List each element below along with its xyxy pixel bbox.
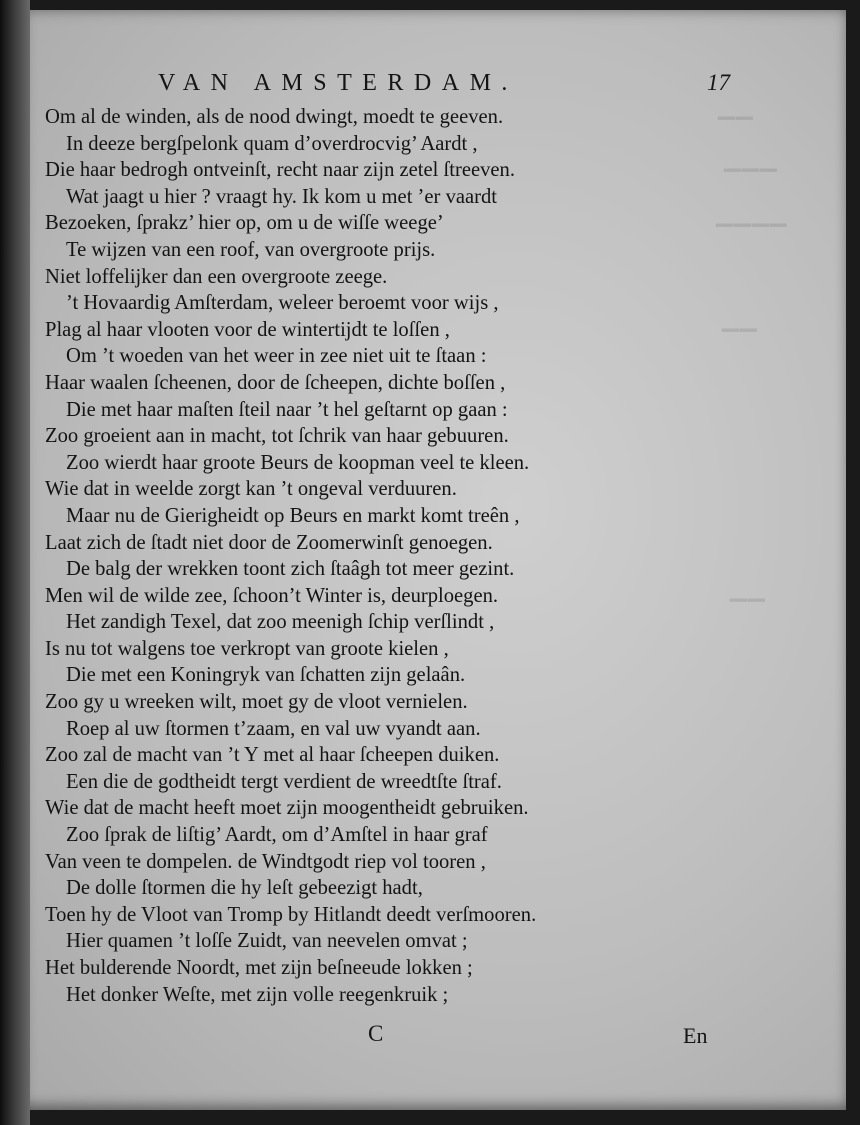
show-through-mark: ▔▔▔ bbox=[724, 170, 778, 195]
page-number: 17 bbox=[707, 70, 730, 95]
verse-line: Te wijzen van een roof, van overgroote prijs. bbox=[66, 238, 436, 261]
verse-line: Maar nu de Gierigheidt op Beurs en markt komt treên , bbox=[66, 504, 520, 527]
verse-line: Bezoeken, ſprakz’ hier op, om u de wiſſe weege’ bbox=[45, 212, 444, 235]
verse-line: De dolle ſtormen die hy leſt gebeezigt hadt, bbox=[66, 877, 423, 900]
verse-line: Roep al uw ſtormen t’zaam, en val uw vyandt aan. bbox=[66, 717, 481, 740]
verse-line: ’t Hovaardig Amſterdam, weleer beroemt voor wijs , bbox=[66, 292, 499, 315]
verse-line: Zoo groeient aan in macht, tot ſchrik van haar gebuuren. bbox=[45, 425, 509, 448]
verse-line: Toen hy de Vloot van Tromp by Hitlandt deedt verſmooren. bbox=[45, 903, 537, 926]
verse-line: Om al de winden, als de nood dwingt, moedt te geeven. bbox=[45, 106, 504, 128]
verse-line: Een die de godtheidt tergt verdient de wreedtſte ſtraf. bbox=[66, 770, 502, 793]
verse-line: Hier quamen ’t loſſe Zuidt, van neevelen omvat ; bbox=[66, 930, 468, 953]
show-through-mark: ▔▔ bbox=[730, 600, 766, 625]
verse-line: Om ’t woeden van het weer in zee niet uit te ſtaan : bbox=[66, 345, 487, 368]
verse-line: Van veen te dompelen. de Windtgodt riep vol tooren , bbox=[45, 850, 486, 873]
show-through-mark: ▔▔ bbox=[718, 118, 754, 143]
verse-line: Zoo ſprak de liſtig’ Aardt, om d’Amſtel in haar graf bbox=[66, 824, 488, 847]
verse-line: In deeze bergſpelonk quam d’overdrocvig’ Aardt , bbox=[66, 132, 478, 155]
verse-line: De balg der wrekken toont zich ſtaâgh tot meer gezint. bbox=[66, 558, 515, 581]
catchword: En bbox=[683, 1023, 708, 1048]
verse-line: Niet loffelijker dan een overgroote zeege. bbox=[45, 265, 388, 288]
verse-line: Die haar bedrogh ontveinſt, recht naar zijn zetel ſtreeven. bbox=[45, 159, 516, 182]
verse-line: Wie dat in weelde zorgt kan ’t ongeval verduuren. bbox=[45, 478, 457, 501]
verse-line: Het zandigh Texel, dat zoo meenigh ſchip verſlindt , bbox=[66, 611, 495, 634]
verse-line: Het donker Weſte, met zijn volle reegenkruik ; bbox=[66, 983, 449, 1006]
verse-line: Haar waalen ſcheenen, door de ſcheepen, dichte boſſen , bbox=[45, 371, 506, 394]
verse-line: Zoo zal de macht van ’t Y met al haar ſcheepen duiken. bbox=[45, 744, 500, 767]
signature-mark: C bbox=[368, 1021, 384, 1046]
verse-line: Is nu tot walgens toe verkropt van groote kielen , bbox=[45, 637, 449, 660]
verse-line: Zoo gy u wreeken wilt, moet gy de vloot vernielen. bbox=[45, 691, 468, 714]
show-through-mark: ▔▔ bbox=[722, 330, 758, 355]
verse-line: Zoo wierdt haar groote Beurs de koopman veel te kleen. bbox=[66, 451, 530, 474]
verse-line: Die met een Koningryk van ſchatten zijn gelaân. bbox=[66, 664, 466, 687]
verse-line: Laat zich de ſtadt niet door de Zoomerwinſt genoegen. bbox=[45, 531, 493, 554]
running-title: VAN AMSTERDAM. bbox=[158, 70, 518, 96]
verse-line: Men wil de wilde zee, ſchoon’t Winter is, deurploegen. bbox=[45, 584, 499, 607]
show-through-mark: ▔▔▔▔ bbox=[716, 225, 788, 250]
verse-line: Plag al haar vlooten voor de wintertijdt te loſſen , bbox=[45, 318, 450, 341]
verse-line: Wat jaagt u hier ? vraagt hy. Ik kom u met ’er vaardt bbox=[66, 185, 498, 208]
verse-line: Die met haar maſten ſteil naar ’t hel geſtarnt op gaan : bbox=[66, 398, 508, 421]
verse-text bbox=[0, 104, 860, 1008]
verse-line: Het bulderende Noordt, met zijn beſneeude lokken ; bbox=[45, 957, 473, 979]
verse-line: Wie dat de macht heeft moet zijn moogentheidt gebruiken. bbox=[45, 797, 529, 820]
